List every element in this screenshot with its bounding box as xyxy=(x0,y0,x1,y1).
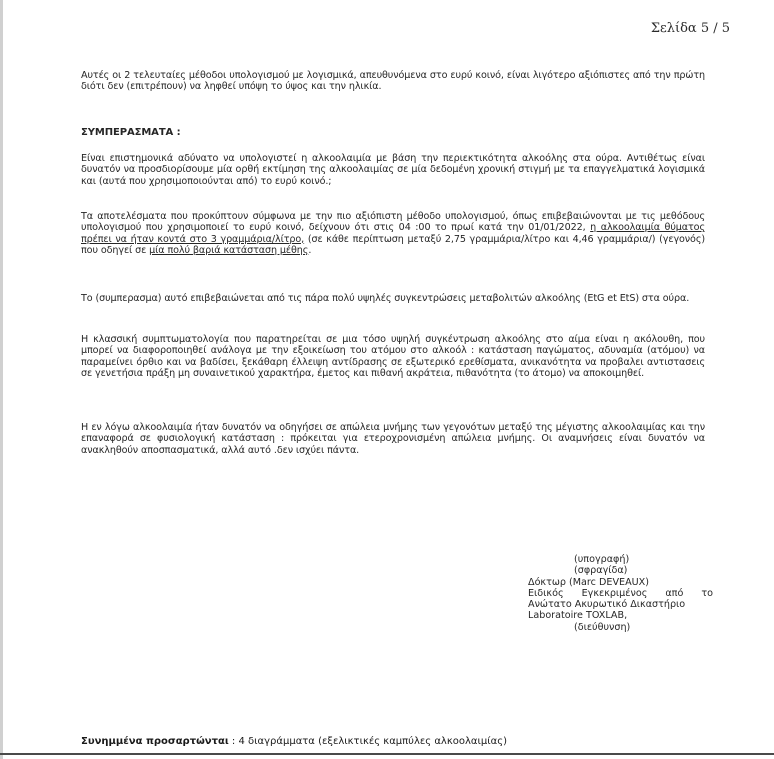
bottom-divider xyxy=(0,753,774,755)
conclusions-heading: ΣΥΜΠΕΡΑΣΜΑΤΑ : xyxy=(81,127,181,138)
conclusion-paragraph-3: Το (συμπερασμα) αυτό επιβεβαιώνεται από τις πάρα πολύ υψηλές συγκεντρώσεις μεταβολιτών αλκοόλης (EtG et EtS) στα ούρα. xyxy=(81,293,690,304)
bac-estimate-underlined: η αλκοολαιμία θύματος πρέπει να ήταν κοντά στο 3 γραμμάρια/λίτρο, xyxy=(81,222,705,245)
signer-title: Ειδικός Εγκεκριμένος από το xyxy=(528,587,713,599)
conclusion-paragraph-4: Η κλασσική συμπτωματολογία που παρατηρείται σε μια τόσο υψηλή συγκέντρωση αλκοόλης στο αίμα είναι η ακόλουθη, που μπορεί να διαφοροποιηθεί ανάλογα με την εξοικείωση του ατόμου στο αλκοόλ : κατάσταση παγώματος, αδυναμία (ατόμου) να παραμείνει όρθιο και να βαδίσει, ξεκάθαρη έλλειψη αντίδρασης σε εξωτερικό ερεθίσματα, ανικανότητα να προβαλει αντιστασεις σε γενετήσια πράξη μη συναινετικού χαρακτήρα, έμετος και πιθανή ακράτεια, πιθανότητα (το άτομο) να αποκοιμηθεί. xyxy=(81,334,705,379)
intoxication-state-underlined: μία πολύ βαριά κατάσταση μέθης xyxy=(149,244,309,256)
signer-name: Δόκτωρ (Marc DEVEAUX) xyxy=(528,576,649,588)
conclusion-paragraph-1: Είναι επιστημονικά αδύνατο να υπολογιστεί η αλκοολαιμία με βάση την περιεκτικότητα αλκοόλης στα ούρα. Αντιθέτως είναι δυνατόν να προσδιορίσουμε μία ορθή εκτίμηση της αλκοολαιμίας σε μία δεδομένη χρονική στιγμή με τα επαγγελματικά λογισμικά και (αυτά που χρησιμοποιούνται από) το ευρύ κοινό.; xyxy=(81,153,705,187)
signer-court: Ανώτατο Ακυρωτικό Δικαστήριο xyxy=(528,599,686,611)
intro-paragraph: Αυτές οι 2 τελευταίες μέθοδοι υπολογισμού με λογισμικά, απευθυνόμενα στο ευρύ κοινό, είναι λιγότερο αξιόπιστες από την πρώτη διότι δεν (επιτρέπουν) να ληφθεί υπόψη το ύψος και την ηλικία. xyxy=(81,70,705,93)
signature-placeholder: (υπογραφή) xyxy=(574,554,630,565)
signature-block xyxy=(528,554,728,633)
address-placeholder: (διεύθυνση) xyxy=(574,621,631,633)
conclusion-paragraph-2: Τα αποτελέσματα που προκύπτουν σύμφωνα με την πιο αξιόπιστη μέθοδο υπολογισμού, όπως επιβεβαιώνονται με τις μεθόδους υπολογισμού που χρησιμοποιεί το ευρύ κοινό, δείχνουν ότι στις 04 :00 το πρωί κατά την 01/01/2022, η αλκοολαιμία θύματος πρέπει να ήταν κοντά στο 3 γραμμάρια/λίτρο, (σε κάθε περίπτωση μεταξύ 2,75 γραμμάρια/λίτρο και 4,46 γραμμάρια/) (γεγονός) που οδηγεί σε μία πολύ βαριά κατάσταση μέθης. xyxy=(81,211,705,256)
scan-left-edge xyxy=(0,0,3,759)
page-number: Σελίδα 5 / 5 xyxy=(650,21,730,36)
seal-placeholder: (σφραγίδα) xyxy=(574,565,628,577)
attachments-line: Συνημμένα προσαρτώνται : 4 διαγράμματα (εξελικτικές καμπύλες αλκοολαιμίας) xyxy=(81,736,507,747)
signer-lab: Laboratoire TOXLAB, xyxy=(528,610,628,622)
conclusion-paragraph-5: Η εν λόγω αλκοολαιμία ήταν δυνατόν να οδηγήσει σε απώλεια μνήμης των γεγονότων μεταξύ της μέγιστης αλκοολαιμίας και την επαναφορά σε φυσιολογική κατάσταση : πρόκειται για ετεροχρονισμένη απώλεια μνήμης. Οι αναμνήσεις είναι δυνατόν να ανακληθούν αποσπασματικά, αλλά αυτό .δεν ισχύει πάντα. xyxy=(81,422,705,456)
